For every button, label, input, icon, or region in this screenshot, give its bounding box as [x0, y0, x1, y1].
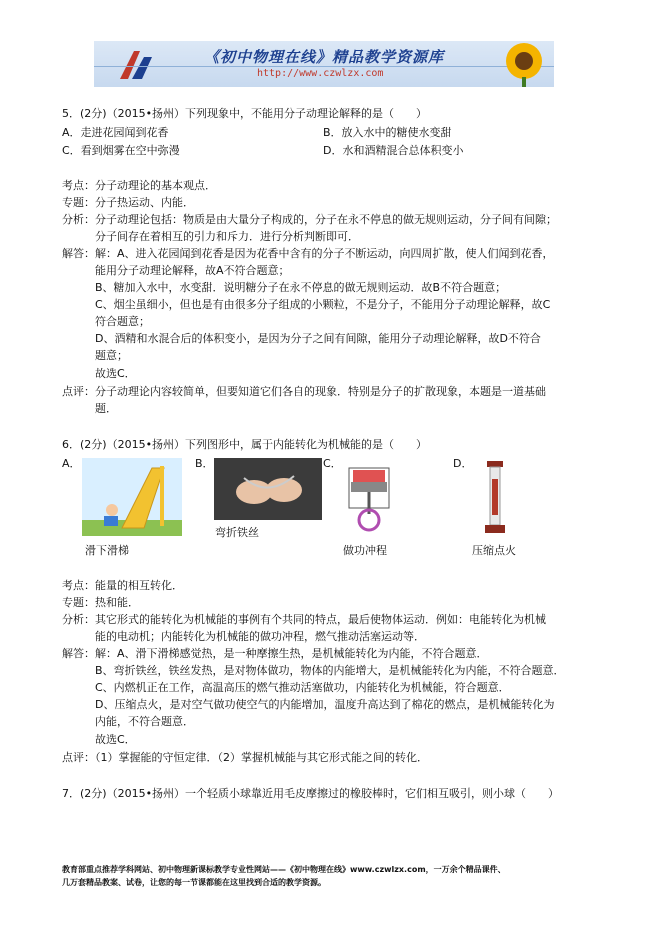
q6-option-b-label[interactable]: B． [195, 457, 214, 470]
q6-answer-choice: 故选C． [62, 733, 136, 746]
q5-analysis-2: 分子间存在着相互的引力和斥力．进行分析判断即可． [62, 230, 359, 243]
q6-answer-2: B、弯折铁丝，铁丝发热，是对物体做功，物体的内能增大，是机械能转化为内能，不符合题意． [62, 664, 565, 677]
q6-answer-4: D、压缩点火，是对空气做功使空气的内能增加，温度升高达到了棉花的燃点，是机械能转化为 [62, 698, 555, 711]
q5-answer-2: 能用分子动理论解释，故A不符合题意； [62, 264, 290, 277]
q5-option-b[interactable]: B．放入水中的糖使水变甜 [323, 126, 452, 139]
q6-option-d-label[interactable]: D． [453, 457, 473, 470]
q6-analysis-1: 分析：其它形式的能转化为机械能的事例有个共同的特点，最后使物体运动．例如：电能转化为机械 [62, 613, 546, 626]
q6-answer-1: 解答：解：A、滑下滑梯感觉热，是一种摩擦生热，是机械能转化为内能，不符合题意． [62, 647, 488, 660]
q5-comment-1: 点评：分子动理论内容较简单，但要知道它们各自的现象．特别是分子的扩散现象，本题是一道基础 [62, 385, 546, 398]
q5-answer-4: C、烟尘虽细小，但也是有由很多分子组成的小颗粒，不是分子，不能用分子动理论解释，故C [62, 298, 551, 311]
banner-title: 《初中物理在线》精品教学资源库 [204, 48, 445, 66]
engine-stroke-image [341, 462, 397, 534]
compression-ignition-image [477, 459, 513, 537]
q6-zhuanti: 专题：热和能． [62, 596, 139, 609]
q6-answer-5: 内能，不符合题意． [62, 715, 194, 728]
q5-answer-3: B、糖加入水中，水变甜．说明糖分子在永不停息的做无规则运动．故B不符合题意； [62, 281, 507, 294]
q6-analysis-2: 能的电动机；内能转化为机械能的做功冲程，燃气推动活塞运动等． [62, 630, 425, 643]
footer-line-2: 几万套精品教案、试卷，让您的每一节课都能在这里找到合适的教学资源。 [62, 878, 326, 887]
site-logo-icon [116, 45, 156, 83]
q5-answer-choice: 故选C． [62, 367, 136, 380]
q5-answer-7: 题意； [62, 349, 128, 362]
q6-caption-d: 压缩点火 [472, 544, 516, 557]
q6-kaodian: 考点：能量的相互转化． [62, 579, 183, 592]
q6-comment: 点评：（1）掌握能的守恒定律．（2）掌握机械能与其它形式能之间的转化． [62, 751, 428, 764]
q6-option-a-label[interactable]: A． [62, 457, 81, 470]
q6-caption-c: 做功冲程 [343, 544, 387, 557]
q7-stem: 7．(2分)（2015•扬州）一个轻质小球靠近用毛皮摩擦过的橡胶棒时，它们相互吸引，则小球（ ） [62, 787, 560, 800]
bending-wire-image [214, 458, 322, 520]
q5-answer-1: 解答：解：A、进入花园闻到花香是因为花香中含有的分子不断运动，向四周扩散，使人们闻到花香， [62, 247, 554, 260]
q5-answer-6: D、酒精和水混合后的体积变小，是因为分子之间有间隙，能用分子动理论解释，故D不符合 [62, 332, 541, 345]
footer-line-1: 教育部重点推荐学科网站、初中物理新课标教学专业性网站——《初中物理在线》www.czwlzx.com，一万余个精品课件、 [62, 865, 506, 874]
q6-stem: 6．(2分)（2015•扬州）下列图形中，属于内能转化为机械能的是（ ） [62, 438, 428, 451]
q5-zhuanti: 专题：分子热运动、内能． [62, 196, 194, 209]
q5-kaodian: 考点：分子动理论的基本观点． [62, 179, 216, 192]
q6-answer-3: C、内燃机正在工作，高温高压的燃气推动活塞做功，内能转化为机械能，符合题意． [62, 681, 510, 694]
q5-answer-5: 符合题意； [62, 315, 150, 328]
sunflower-icon [494, 41, 554, 87]
q5-option-c[interactable]: C．看到烟雾在空中弥漫 [62, 144, 180, 157]
q5-option-d[interactable]: D．水和酒精混合总体积变小 [323, 144, 464, 157]
q5-analysis-1: 分析：分子动理论包括：物质是由大量分子构成的，分子在永不停息的做无规则运动，分子间有间隙； [62, 213, 557, 226]
q6-caption-a: 滑下滑梯 [85, 544, 129, 557]
q6-caption-b: 弯折铁丝 [215, 526, 259, 539]
header-banner [94, 41, 554, 87]
q6-option-c-label[interactable]: C． [323, 457, 342, 470]
slide-image [82, 458, 182, 536]
q5-stem: 5．(2分)（2015•扬州）下列现象中，不能用分子动理论解释的是（ ） [62, 107, 428, 120]
q5-comment-2: 题． [62, 402, 117, 415]
q5-option-a[interactable]: A．走进花园闻到花香 [62, 126, 169, 139]
banner-url[interactable]: http://www.czwlzx.com [257, 68, 384, 79]
